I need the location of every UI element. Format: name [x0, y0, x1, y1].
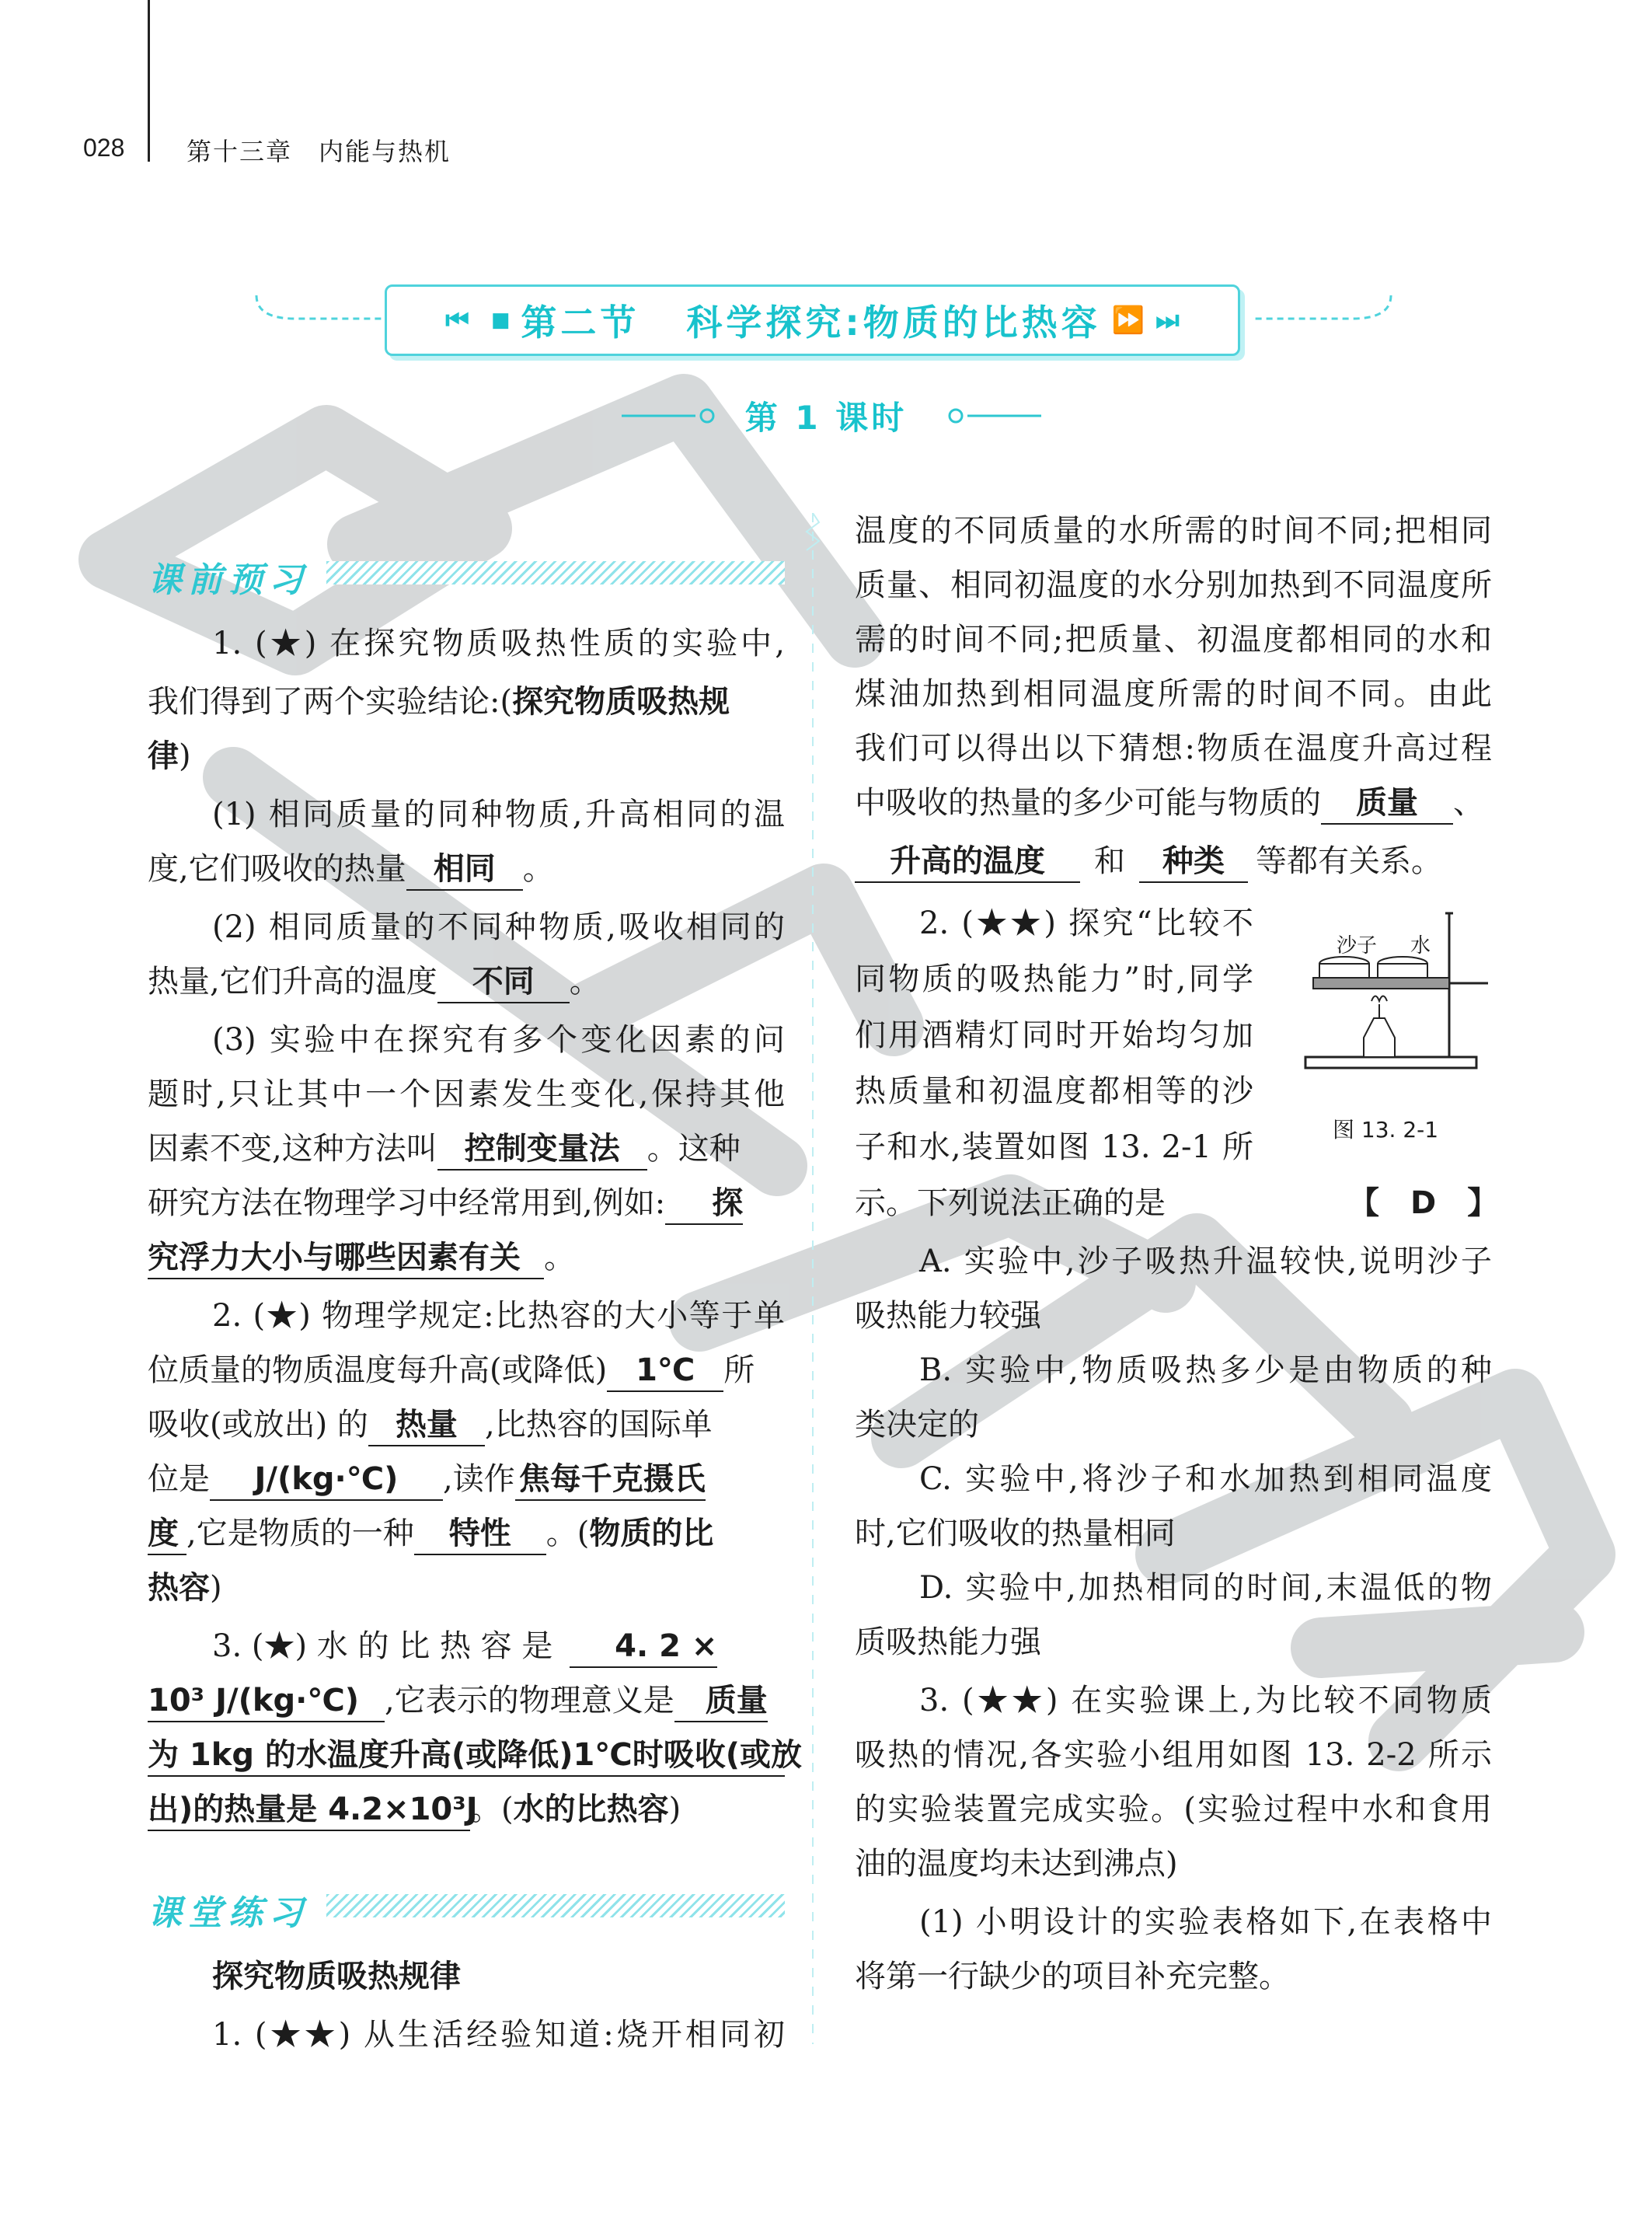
- q3-line3: [148, 1733, 803, 1777]
- answer-blank: 热量: [368, 1404, 485, 1446]
- text: 中吸收的热量的多少可能与物质的: [855, 785, 1321, 821]
- section-head-preview: [148, 552, 785, 600]
- q2r-line5: 子和水,装置如图 13. 2-1 所: [855, 1129, 1253, 1165]
- q2-line2: [148, 1349, 755, 1392]
- text: ,读作: [443, 1461, 515, 1497]
- section-name: 科学探究:物质的比热容: [686, 302, 1101, 344]
- r-line7: [855, 839, 1442, 883]
- q3-line2: [148, 1679, 768, 1722]
- answer-blank: 为 1kg 的水温度升高(或降低)1℃时吸收(或放: [148, 1735, 785, 1777]
- answer-blank: 不同: [437, 961, 570, 1003]
- q3-line1: [212, 1624, 785, 1668]
- q3-line4: [148, 1788, 681, 1831]
- preview-label: 课前预习: [148, 560, 309, 600]
- skip-back-icon: ⏮: [445, 305, 469, 336]
- answer-blank: 升高的温度: [855, 841, 1080, 883]
- q2-line6: [148, 1566, 222, 1610]
- q2r-line2: 同物质的吸热能力”时,同学: [855, 961, 1253, 997]
- lesson-title: 第 1 课时: [744, 399, 908, 437]
- q1-s2-line2: [148, 960, 601, 1003]
- text: 位质量的物质温度每升高(或降低): [148, 1352, 608, 1388]
- skip-forward-icon: ⏭: [1155, 305, 1180, 336]
- apparatus-figure: [1298, 909, 1507, 1104]
- q1-text: 我们得到了两个实验结论:(: [148, 684, 513, 720]
- q2r-line6: 示。下列说法正确的是: [855, 1185, 1166, 1221]
- text: 。: [544, 1240, 575, 1275]
- practice-label: 课堂练习: [148, 1893, 309, 1933]
- answer-bracket: 【 D 】: [1348, 1185, 1499, 1221]
- q2-line1: 2. (★) 物理学规定:比热容的大小等于单: [212, 1298, 785, 1334]
- option-d-line1: D. 实验中,加热相同的时间,末温低的物: [919, 1570, 1492, 1606]
- text: 。: [569, 964, 601, 1000]
- page-number: 028: [83, 134, 125, 162]
- q1-line3: [148, 734, 191, 778]
- answer-blank: 出)的热量是 4.2×10³J: [148, 1789, 470, 1831]
- option-b-line2: 类决定的: [855, 1407, 979, 1443]
- text: 和: [1094, 843, 1125, 879]
- r-line5: 我们可以得出以下猜想:物质在温度升高过程: [855, 731, 1492, 766]
- q1-s3-line1: (3) 实验中在探究有多个变化因素的问: [212, 1022, 785, 1058]
- column-divider: [805, 513, 821, 2044]
- paren: ): [668, 1792, 681, 1827]
- r-line6: [855, 781, 1484, 825]
- q1-line1: 1. (★) 在探究物质吸热性质的实验中,: [212, 626, 785, 661]
- q2r-line3: 们用酒精灯同时开始均匀加: [855, 1017, 1253, 1053]
- section-number: 第二节: [521, 302, 640, 344]
- q1-s3-line3: [148, 1127, 741, 1171]
- text: ,它是物质的一种: [186, 1516, 414, 1551]
- q2-line5: [148, 1512, 713, 1555]
- section-head-practice: [148, 1885, 785, 1933]
- q2-line3: [148, 1403, 713, 1446]
- hatch-bar: [326, 561, 785, 584]
- r-line4: 煤油加热到相同温度所需的时间不同。由此: [855, 676, 1492, 712]
- figure-caption: 图 13. 2-1: [1333, 1117, 1439, 1143]
- option-b-line1: B. 实验中,物质吸热多少是由物质的种: [919, 1352, 1492, 1388]
- text: 位是: [148, 1461, 210, 1497]
- text: 所: [723, 1352, 755, 1388]
- answer-blank: 1℃: [607, 1350, 723, 1392]
- text: 。(: [545, 1516, 590, 1551]
- square-icon: ■: [490, 309, 511, 332]
- answer-blank: J/(kg·℃): [210, 1459, 443, 1501]
- text: 。这种: [647, 1131, 741, 1167]
- answer-blank: 控制变量法: [437, 1129, 647, 1171]
- answer-blank: 4. 2 ×: [570, 1626, 717, 1668]
- q1-s3-line5: [148, 1236, 575, 1279]
- text: 、: [1453, 785, 1484, 821]
- answer-blank: 焦每千克摄氏: [515, 1459, 706, 1501]
- practice-topic: 探究物质吸热规律: [212, 1959, 461, 1994]
- hatch-bar: [326, 1894, 785, 1917]
- q1-s2-line1: (2) 相同质量的不同种物质,吸收相同的: [212, 909, 785, 945]
- answer-blank: 究浮力大小与哪些因素有关: [148, 1237, 544, 1279]
- answer-blank: 探: [665, 1183, 743, 1225]
- q3r-line6: 将第一行缺少的项目补充完整。: [855, 1959, 1290, 1994]
- q2r-line4: 热质量和初温度都相等的沙: [855, 1073, 1253, 1109]
- fast-forward-icon: ⏩: [1111, 305, 1145, 336]
- text: 。(: [470, 1792, 514, 1827]
- q3-topic: 水的比热容: [513, 1792, 669, 1827]
- text: 热量,它们升高的温度: [148, 964, 437, 1000]
- q1-s3-line4: [148, 1181, 743, 1225]
- q2r-line1: 2. (★★) 探究“比较不: [919, 905, 1253, 941]
- answer-blank: 种类: [1139, 841, 1248, 883]
- answer-blank: 10³ J/(kg·℃): [148, 1680, 385, 1722]
- option-c-line2: 时,它们吸收的热量相同: [855, 1516, 1176, 1551]
- q2-line4: [148, 1457, 706, 1501]
- answer-blank: 质量: [1321, 783, 1453, 825]
- answer-blank: 度: [148, 1513, 186, 1555]
- q2-topic: 物质的比: [589, 1516, 714, 1551]
- section-title-box: [385, 284, 1240, 356]
- text: 3. (★) 水 的 比 热 容 是: [212, 1628, 553, 1664]
- q3r-line5: (1) 小明设计的实验表格如下,在表格中: [919, 1904, 1492, 1940]
- paren: ): [210, 1570, 222, 1606]
- paren: ): [179, 738, 191, 774]
- text: 度,它们吸收的热量: [148, 851, 406, 887]
- text: ,它表示的物理意义是: [385, 1683, 674, 1718]
- answer-blank: 质量: [674, 1680, 768, 1722]
- figure-label-water: 水: [1410, 934, 1431, 958]
- figure-label-sand: 沙子: [1337, 934, 1378, 958]
- option-d-line2: 质吸热能力强: [855, 1624, 1041, 1660]
- answer-blank: 相同: [406, 849, 523, 891]
- q1-s3-line2: 题时,只让其中一个因素发生变化,保持其他: [148, 1076, 785, 1112]
- text: 研究方法在物理学习中经常用到,例如:: [148, 1185, 666, 1221]
- r-line2: 质量、相同初温度的水分别加热到不同温度所: [855, 567, 1492, 603]
- text: 吸收(或放出) 的: [148, 1407, 368, 1443]
- q3r-line1: 3. (★★) 在实验课上,为比较不同物质: [919, 1683, 1492, 1718]
- q1-topic-end: 律: [148, 738, 179, 774]
- q2-topic-end: 热容: [148, 1570, 210, 1606]
- q3r-line3: 的实验装置完成实验。(实验过程中水和食用: [855, 1792, 1492, 1827]
- q1-s1-line1: (1) 相同质量的同种物质,升高相同的温: [212, 797, 785, 832]
- r-line1: 温度的不同质量的水所需的时间不同;把相同: [855, 513, 1492, 549]
- q3r-line4: 油的温度均未达到沸点): [855, 1846, 1178, 1882]
- header-divider: [148, 0, 150, 162]
- q1-line2: [148, 680, 730, 724]
- option-a-line1: A. 实验中,沙子吸热升温较快,说明沙子: [919, 1244, 1492, 1279]
- q3r-line2: 吸热的情况,各实验小组用如图 13. 2-2 所示: [855, 1737, 1492, 1773]
- text: 。: [522, 851, 554, 887]
- chapter-title: 第十三章 内能与热机: [186, 137, 451, 166]
- q1-s1-line2: [148, 847, 554, 891]
- practice-q1-line1: 1. (★★) 从生活经验知道:烧开相同初: [212, 2017, 785, 2053]
- option-a-line2: 吸热能力较强: [855, 1298, 1041, 1334]
- option-c-line1: C. 实验中,将沙子和水加热到相同温度: [919, 1461, 1492, 1497]
- q1-topic: 探究物质吸热规: [512, 684, 730, 720]
- text: ,比热容的国际单: [484, 1407, 713, 1443]
- answer-blank: 特性: [414, 1513, 546, 1555]
- text: 等都有关系。: [1256, 843, 1442, 879]
- text: 因素不变,这种方法叫: [148, 1131, 437, 1167]
- r-line3: 需的时间不同;把质量、初温度都相同的水和: [855, 622, 1492, 658]
